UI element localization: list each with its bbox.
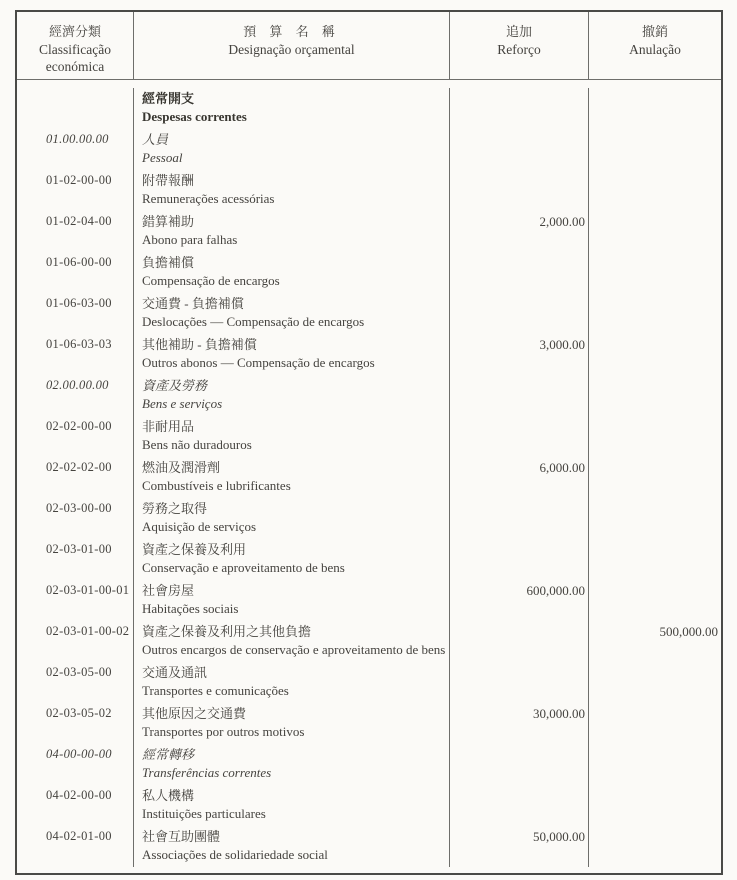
economic-code: 04-00-00-00 [46, 747, 112, 761]
row-code-cell [17, 744, 134, 785]
anulacao-amount [589, 293, 721, 334]
designation-zh: 其他補助 - 負擔補償 [142, 337, 257, 352]
designation-pt: Deslocações — Compensação de encargos [142, 314, 365, 329]
reforco-amount [450, 662, 589, 703]
economic-code: 02-03-05-00 [46, 665, 112, 679]
designation-pt: Combustíveis e lubrificantes [142, 478, 291, 493]
economic-code: 01-02-04-00 [46, 214, 112, 228]
header-col2-zh: 預 算 名 稱 [243, 24, 340, 39]
economic-code: 04-02-00-00 [46, 788, 112, 802]
row-designation-cell [134, 375, 450, 416]
designation-pt: Transportes e comunicações [142, 683, 289, 698]
row-designation-cell [134, 416, 450, 457]
row-code-cell [17, 293, 134, 334]
anulacao-amount: 500,000.00 [659, 624, 718, 639]
anulacao-amount [589, 826, 721, 867]
row-code-cell [17, 703, 134, 744]
designation-pt: Bens e serviços [142, 396, 223, 411]
designation-zh: 錯算補助 [142, 214, 195, 229]
anulacao-amount [589, 498, 721, 539]
row-code-cell [17, 539, 134, 580]
reforco-amount: 2,000.00 [450, 211, 589, 252]
row-designation-cell [134, 744, 450, 785]
row-code-cell [17, 457, 134, 498]
table-row [17, 662, 721, 703]
reforco-amount [450, 416, 589, 457]
reforco-amount [450, 539, 589, 580]
reforco-amount [450, 375, 589, 416]
table-row [17, 211, 721, 252]
anulacao-amount [589, 252, 721, 293]
reforco-amount [450, 744, 589, 785]
row-designation-cell [134, 88, 450, 129]
table-row [17, 785, 721, 826]
anulacao-amount [589, 703, 721, 744]
anulacao-amount [589, 129, 721, 170]
designation-zh: 非耐用品 [142, 419, 195, 434]
anulacao-amount [589, 416, 721, 457]
anulacao-amount [589, 785, 721, 826]
row-designation-cell [134, 457, 450, 498]
reforco-amount [450, 88, 589, 129]
table-row [17, 375, 721, 416]
anulacao-amount [589, 170, 721, 211]
reforco-amount: 3,000.00 [450, 334, 589, 375]
designation-zh: 社會互助團體 [142, 829, 221, 844]
row-code-cell [17, 621, 134, 662]
economic-code: 02-02-00-00 [46, 419, 112, 433]
designation-zh: 負擔補償 [142, 255, 195, 270]
reforco-amount [450, 170, 589, 211]
row-designation-cell [134, 252, 450, 293]
anulacao-amount [589, 375, 721, 416]
designation-pt: Bens não duradouros [142, 437, 252, 452]
designation-pt: Instituições particulares [142, 806, 266, 821]
row-designation-cell [134, 293, 450, 334]
row-code-cell [17, 375, 134, 416]
table-row [17, 170, 721, 211]
designation-zh: 勞務之取得 [142, 501, 208, 516]
economic-code: 01-02-00-00 [46, 173, 112, 187]
designation-pt: Habitações sociais [142, 601, 239, 616]
designation-pt: Remunerações acessórias [142, 191, 275, 206]
header-col3-pt: Reforço [497, 42, 541, 57]
reforco-amount [450, 621, 589, 662]
reforco-amount: 50,000.00 [450, 826, 589, 867]
table-row [17, 580, 721, 621]
table-row [17, 826, 721, 867]
economic-code: 02-03-01-00-01 [46, 583, 130, 597]
row-designation-cell [134, 211, 450, 252]
economic-code: 04-02-01-00 [46, 829, 112, 843]
designation-zh: 社會房屋 [142, 583, 195, 598]
row-code-cell [17, 416, 134, 457]
row-code-cell [17, 211, 134, 252]
row-designation-cell [134, 826, 450, 867]
designation-pt: Abono para falhas [142, 232, 238, 247]
designation-pt: Compensação de encargos [142, 273, 280, 288]
row-designation-cell [134, 334, 450, 375]
designation-zh: 經常開支 [142, 91, 195, 106]
table-body [17, 80, 721, 873]
anulacao-amount [589, 539, 721, 580]
anulacao-amount [589, 744, 721, 785]
row-code-cell [17, 334, 134, 375]
designation-zh: 交通費 - 負擔補償 [142, 296, 244, 311]
economic-code: 02-03-00-00 [46, 501, 112, 515]
header-economic-classification [17, 12, 134, 79]
anulacao-amount [589, 580, 721, 621]
table-row [17, 293, 721, 334]
reforco-amount [450, 293, 589, 334]
designation-zh: 交通及通訊 [142, 665, 208, 680]
row-code-cell [17, 170, 134, 211]
table-row [17, 539, 721, 580]
table-row [17, 252, 721, 293]
row-designation-cell [134, 621, 450, 662]
economic-code: 01.00.00.00 [46, 132, 109, 146]
reforco-amount: 6,000.00 [450, 457, 589, 498]
header-col2-pt: Designação orçamental [228, 42, 355, 57]
row-designation-cell [134, 129, 450, 170]
row-code-cell [17, 826, 134, 867]
economic-code: 01-06-00-00 [46, 255, 112, 269]
row-code-cell [17, 498, 134, 539]
reforco-amount [450, 252, 589, 293]
row-designation-cell [134, 703, 450, 744]
table-row [17, 457, 721, 498]
row-designation-cell [134, 498, 450, 539]
designation-zh: 人員 [142, 132, 169, 147]
designation-zh: 資產及勞務 [142, 378, 208, 393]
header-col1-pt-line2: económica [45, 59, 105, 74]
table-row [17, 621, 721, 662]
anulacao-amount [589, 88, 721, 129]
row-designation-cell [134, 580, 450, 621]
budget-amendment-table [15, 10, 723, 875]
header-col4-zh: 撤銷 [641, 24, 668, 39]
row-designation-cell [134, 785, 450, 826]
table-row [17, 703, 721, 744]
designation-pt: Transferências correntes [142, 765, 272, 780]
economic-code: 02-02-02-00 [46, 460, 112, 474]
row-code-cell [17, 129, 134, 170]
row-designation-cell [134, 539, 450, 580]
reforco-amount [450, 785, 589, 826]
table-row [17, 88, 721, 129]
designation-pt: Pessoal [142, 150, 183, 165]
row-code-cell [17, 88, 134, 129]
table-row [17, 334, 721, 375]
designation-pt: Transportes por outros motivos [142, 724, 305, 739]
economic-code: 02-03-05-02 [46, 706, 112, 720]
row-designation-cell [134, 662, 450, 703]
anulacao-amount [589, 457, 721, 498]
table-header [17, 12, 721, 80]
row-code-cell [17, 662, 134, 703]
designation-pt: Aquisição de serviços [142, 519, 257, 534]
designation-zh: 燃油及潤滑劑 [142, 460, 221, 475]
designation-zh: 私人機構 [142, 788, 195, 803]
reforco-amount [450, 129, 589, 170]
economic-code: 02.00.00.00 [46, 378, 109, 392]
designation-zh: 附帶報酬 [142, 173, 195, 188]
anulacao-amount [589, 334, 721, 375]
economic-code: 02-03-01-00-02 [46, 624, 130, 638]
anulacao-amount [589, 662, 721, 703]
designation-zh: 經常轉移 [142, 747, 195, 762]
economic-code: 01-06-03-00 [46, 296, 112, 310]
header-budget-designation [134, 12, 450, 79]
designation-zh: 資產之保養及利用 [142, 542, 247, 557]
designation-zh: 資產之保養及利用之其他負擔 [142, 624, 312, 639]
designation-pt: Outros encargos de conservação e aproveitamento de bens [142, 642, 446, 657]
designation-pt: Outros abonos — Compensação de encargos [142, 355, 375, 370]
economic-code: 02-03-01-00 [46, 542, 112, 556]
table-row [17, 744, 721, 785]
header-col1-zh: 經濟分類 [48, 24, 101, 39]
designation-pt: Conservação e aproveitamento de bens [142, 560, 345, 575]
row-code-cell [17, 785, 134, 826]
reforco-amount: 30,000.00 [450, 703, 589, 744]
header-reinforcement [450, 12, 589, 79]
economic-code: 01-06-03-03 [46, 337, 112, 351]
row-designation-cell [134, 170, 450, 211]
header-col3-zh: 追加 [505, 24, 532, 39]
designation-zh: 其他原因之交通費 [142, 706, 247, 721]
row-code-cell [17, 580, 134, 621]
table-row [17, 498, 721, 539]
header-annulment [589, 12, 721, 79]
row-code-cell [17, 252, 134, 293]
designation-pt: Associações de solidariedade social [142, 847, 328, 862]
header-col4-pt: Anulação [629, 42, 681, 57]
reforco-amount: 600,000.00 [450, 580, 589, 621]
table-row [17, 416, 721, 457]
anulacao-amount [589, 211, 721, 252]
table-row [17, 129, 721, 170]
header-col1-pt-line1: Classificação [39, 42, 111, 57]
reforco-amount [450, 498, 589, 539]
designation-pt: Despesas correntes [142, 109, 247, 124]
